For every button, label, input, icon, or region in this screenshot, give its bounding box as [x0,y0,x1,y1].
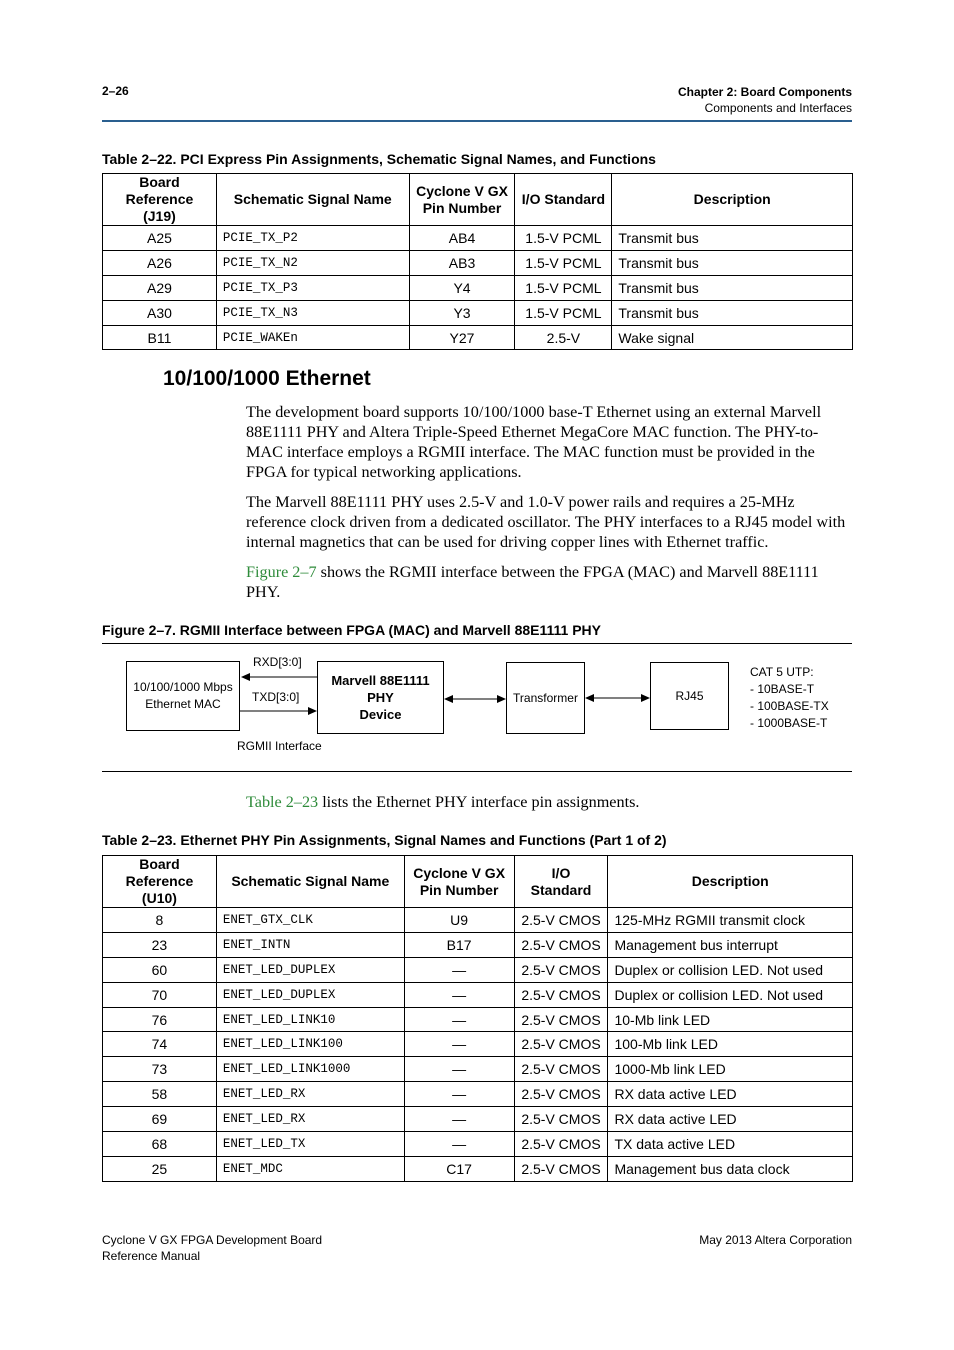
cell-board-ref: A25 [103,226,217,251]
rgmii-interface-label: RGMII Interface [237,739,322,753]
phy-label-line2: PHY [367,690,394,705]
paragraph-4 [246,792,854,812]
cell-pin-number: — [404,982,514,1007]
cell-description: Transmit bus [612,300,853,325]
cat5-line2: - 10BASE-T [750,682,815,696]
cell-description: Duplex or collision LED. Not used [608,982,853,1007]
cell-pin-number: — [404,1082,514,1107]
cell-signal-name: ENET_LED_DUPLEX [216,957,404,982]
cell-io-standard: 2.5-V CMOS [514,1132,608,1157]
cell-pin-number: Y4 [409,275,515,300]
table-row [103,932,853,957]
cell-board-ref: 25 [103,1156,217,1181]
cell-description: Management bus interrupt [608,932,853,957]
cell-signal-name: ENET_LED_RX [216,1082,404,1107]
table2-header-pin: Cyclone V GX Pin Number [404,856,514,908]
figure-2-7-link[interactable]: Figure 2–7 [246,563,317,581]
cell-io-standard: 2.5-V CMOS [514,1082,608,1107]
cell-board-ref: B11 [103,325,217,350]
paragraph-3-text: shows the RGMII interface between the FPGA (MAC) and Marvell 88E1111 PHY. [246,563,819,601]
footer-right: May 2013 Altera Corporation [699,1233,852,1247]
table1-header-description: Description [612,174,853,226]
phy-transformer-arrow [444,695,506,703]
phy-label-line3: Device [359,707,402,722]
table-row [103,1107,853,1132]
table2-header-description: Description [608,856,853,908]
txd-label: TXD[3:0] [252,690,300,704]
cell-board-ref: 73 [103,1057,217,1082]
cell-signal-name: ENET_MDC [216,1156,404,1181]
table-row [103,1057,853,1082]
cell-pin-number: Y27 [409,325,515,350]
table-2-23-link[interactable]: Table 2–23 [246,793,319,811]
cell-pin-number: B17 [404,932,514,957]
cell-io-standard: 1.5-V PCML [515,275,612,300]
section-title: Components and Interfaces [704,101,852,115]
cell-signal-name: PCIE_TX_N3 [216,300,409,325]
cell-pin-number: — [404,957,514,982]
cell-description: TX data active LED [608,1132,853,1157]
table2-header-board-ref: Board Reference (U10) [103,856,217,908]
cell-signal-name: ENET_INTN [216,932,404,957]
figure-caption: Figure 2–7. RGMII Interface between FPGA (MAC) and Marvell 88E1111 PHY [102,622,601,638]
cell-io-standard: 2.5-V CMOS [514,1057,608,1082]
footer-title: Cyclone V GX FPGA Development Board [102,1233,323,1247]
table1-caption: Table 2–22. PCI Express Pin Assignments, Schematic Signal Names, and Functions [102,151,656,167]
cell-signal-name: PCIE_TX_N2 [216,250,409,275]
table1-header-pin: Cyclone V GX Pin Number [409,174,515,226]
page-number: 2–26 [102,84,129,98]
section-heading: 10/100/1000 Ethernet [163,367,371,390]
cell-pin-number: — [404,1007,514,1032]
cell-io-standard: 2.5-V CMOS [514,982,608,1007]
cat5-line4: - 1000BASE-T [750,716,828,730]
phy-label-line1: Marvell 88E1111 [331,673,430,688]
table-row [103,1082,853,1107]
table2-body [103,908,853,1182]
cell-description: Duplex or collision LED. Not used [608,957,853,982]
cell-board-ref: 23 [103,932,217,957]
cell-io-standard: 2.5-V CMOS [514,932,608,957]
cell-pin-number: — [404,1132,514,1157]
table-row [103,1007,853,1032]
figure-bottom-rule [102,771,852,772]
cell-pin-number: U9 [404,908,514,933]
mac-label-line2: Ethernet MAC [145,697,221,711]
rxd-arrow [241,673,317,681]
transformer-rj45-arrow [585,694,650,702]
cell-pin-number: — [404,1057,514,1082]
cell-board-ref: A30 [103,300,217,325]
cell-description: 10-Mb link LED [608,1007,853,1032]
cell-signal-name: PCIE_TX_P3 [216,275,409,300]
cell-io-standard: 2.5-V CMOS [514,1007,608,1032]
table1-header-signal: Schematic Signal Name [216,174,409,226]
mac-label-line1: 10/100/1000 Mbps [133,680,233,694]
cell-pin-number: AB3 [409,250,515,275]
cell-description: Management bus data clock [608,1156,853,1181]
cell-board-ref: 58 [103,1082,217,1107]
cell-pin-number: — [404,1032,514,1057]
cell-board-ref: A29 [103,275,217,300]
cell-signal-name: ENET_LED_LINK1000 [216,1057,404,1082]
txd-arrow [240,707,317,715]
cell-signal-name: ENET_LED_TX [216,1132,404,1157]
cell-signal-name: PCIE_TX_P2 [216,226,409,251]
footer-subtitle: Reference Manual [102,1249,201,1263]
table-row [103,1156,853,1181]
cell-io-standard: 2.5-V CMOS [514,957,608,982]
cell-board-ref: 76 [103,1007,217,1032]
cell-description: RX data active LED [608,1107,853,1132]
cell-signal-name: ENET_GTX_CLK [216,908,404,933]
table-row [103,908,853,933]
paragraph-2: The Marvell 88E1111 PHY uses 2.5-V and 1.0-V power rails and requires a 25-MHz reference clock driven from a dedicated oscillator. The PHY interfaces to a RJ45 model with internal magnetics that can be used for driving copper lines with Ethernet traffic. [246,493,846,551]
cell-description: 100-Mb link LED [608,1032,853,1057]
cell-signal-name: ENET_LED_LINK10 [216,1007,404,1032]
cell-board-ref: 69 [103,1107,217,1132]
table2-caption: Table 2–23. Ethernet PHY Pin Assignments, Signal Names and Functions (Part 1 of 2) [102,832,667,848]
cell-description: Transmit bus [612,226,853,251]
cell-io-standard: 2.5-V CMOS [514,1107,608,1132]
paragraph-1: The development board supports 10/100/1000 base-T Ethernet using an external Marvell 88E1111 PHY and Altera Triple-Speed Ethernet MegaCore MAC function. The PHY-to-MAC interface employs a RGMII interface. The MAC function must be provided in the FPGA for typical networking applications. [246,403,822,481]
cell-signal-name: PCIE_WAKEn [216,325,409,350]
cell-io-standard: 1.5-V PCML [515,250,612,275]
paragraph-4-text: lists the Ethernet PHY interface pin assignments. [318,793,640,811]
cell-description: 125-MHz RGMII transmit clock [608,908,853,933]
transformer-label: Transformer [513,690,578,705]
cell-board-ref: 74 [103,1032,217,1057]
cell-io-standard: 1.5-V PCML [515,226,612,251]
cell-signal-name: ENET_LED_RX [216,1107,404,1132]
table-row [103,1132,853,1157]
cell-board-ref: A26 [103,250,217,275]
cell-signal-name: ENET_LED_DUPLEX [216,982,404,1007]
cell-pin-number: C17 [404,1156,514,1181]
table-row [103,982,853,1007]
cell-io-standard: 2.5-V CMOS [514,1156,608,1181]
rxd-label: RXD[3:0] [253,655,302,669]
ethernet-pin-table [102,855,853,1182]
rj45-label: RJ45 [675,688,704,703]
cell-description: Transmit bus [612,275,853,300]
cell-io-standard: 2.5-V CMOS [514,1032,608,1057]
table-row [103,957,853,982]
table2-header-signal: Schematic Signal Name [216,856,404,908]
cat5-line3: - 100BASE-TX [750,699,829,713]
cell-board-ref: 60 [103,957,217,982]
table1-header-io: I/O Standard [515,174,612,226]
cell-io-standard: 2.5-V CMOS [514,908,608,933]
cat5-line1: CAT 5 UTP: [750,665,814,679]
cell-description: Wake signal [612,325,853,350]
cell-board-ref: 70 [103,982,217,1007]
cell-signal-name: ENET_LED_LINK100 [216,1032,404,1057]
cell-io-standard: 2.5-V [515,325,612,350]
cell-description: Transmit bus [612,250,853,275]
cell-description: 1000-Mb link LED [608,1057,853,1082]
cell-io-standard: 1.5-V PCML [515,300,612,325]
cell-board-ref: 8 [103,908,217,933]
table-row [103,1032,853,1057]
table1-header-board-ref: Board Reference (J19) [103,174,217,226]
cell-pin-number: AB4 [409,226,515,251]
cell-board-ref: 68 [103,1132,217,1157]
chapter-title: Chapter 2: Board Components [677,85,852,99]
table2-header-io: I/O Standard [514,856,608,908]
cell-pin-number: Y3 [409,300,515,325]
cell-description: RX data active LED [608,1082,853,1107]
footer-left [102,1232,322,1264]
cell-pin-number: — [404,1107,514,1132]
